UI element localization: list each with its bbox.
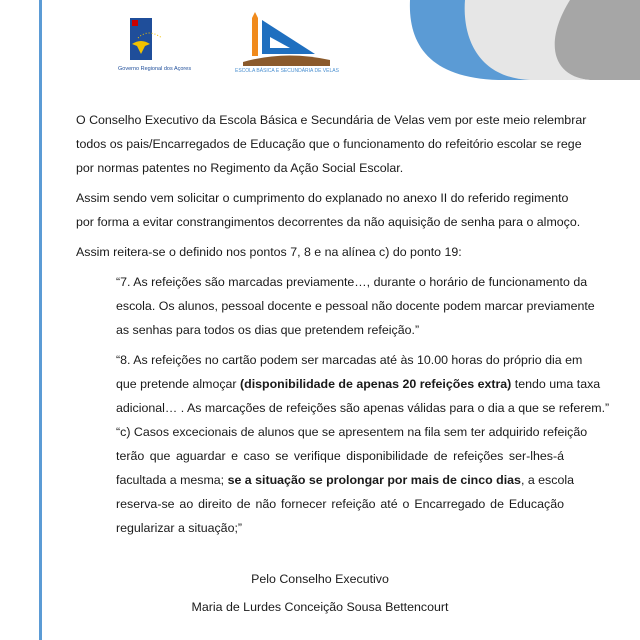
header-wave-decoration xyxy=(400,0,640,85)
quoted-paragraph xyxy=(76,420,588,540)
text: terão que aguardar e caso se verifique disponibilidade de refeições ser-lhes-á xyxy=(116,449,564,463)
text: todos os pais/Encarregados de Educação que o funcionamento do refeitório escolar se rege xyxy=(76,137,582,151)
text-line xyxy=(76,210,581,234)
text: “8. As refeições no cartão podem ser marcadas até às 10.00 horas do próprio dia em xyxy=(116,353,583,367)
text: “7. As refeições são marcadas previamente…, durante o horário de funcionamento da xyxy=(116,275,588,289)
text: adicional… . As marcações de refeições são apenas válidas para o dia a que se referem.” xyxy=(116,401,610,415)
bold-text: se a situação se prolongar por mais de cinco dias xyxy=(227,473,521,487)
text: tendo uma taxa xyxy=(511,377,601,391)
text: reserva-se ao direito de não fornecer refeição até o Encarregado de Educação xyxy=(116,497,564,511)
text: por forma a evitar constrangimentos decorrentes da não aquisição de senha para o almoço. xyxy=(76,215,581,229)
text-line xyxy=(116,516,564,540)
text: Assim sendo vem solicitar o cumprimento do explanado no anexo II do referido regimento xyxy=(76,191,569,205)
bold-text: (disponibilidade de apenas 20 refeições extra) xyxy=(240,377,512,391)
text-line xyxy=(116,318,564,342)
signature-name: Maria de Lurdes Conceição Sousa Bettencourt xyxy=(191,600,449,614)
text: por normas patentes no Regimento da Ação Social Escolar. xyxy=(76,161,404,175)
text-line xyxy=(116,348,583,372)
text-line xyxy=(76,240,564,264)
text-line xyxy=(76,108,587,132)
text: que pretende almoçar xyxy=(116,377,240,391)
governo-regional-logo xyxy=(118,14,218,74)
escola-logo xyxy=(235,10,345,76)
paragraph xyxy=(76,186,581,234)
text-line xyxy=(116,444,564,468)
text-line xyxy=(76,186,569,210)
text-line xyxy=(116,420,588,444)
signature-title: Pelo Conselho Executivo xyxy=(251,572,389,586)
text: O Conselho Executivo da Escola Básica e Secundária de Velas vem por este meio relembrar xyxy=(76,113,587,127)
text-line xyxy=(116,270,588,294)
text: facultada a mesma; xyxy=(116,473,228,487)
text-line xyxy=(76,132,582,156)
text: as senhas para todos os dias que pretendem refeição.” xyxy=(116,323,420,337)
page-left-border xyxy=(39,0,42,640)
text-line xyxy=(116,492,564,516)
text: “c) Casos excecionais de alunos que se apresentem na fila sem ter adquirido refeição xyxy=(116,425,588,439)
quoted-paragraph xyxy=(76,270,595,342)
logo-right-caption: ESCOLA BÁSICA E SECUNDÁRIA DE VELAS xyxy=(235,68,339,74)
text: regularizar a situação;” xyxy=(116,521,243,535)
letter-body xyxy=(76,108,610,540)
text: Assim reitera-se o definido nos pontos 7, 8 e na alínea c) do ponto 19: xyxy=(76,245,462,259)
text: escola. Os alunos, pessoal docente e pessoal não docente podem marcar previamente xyxy=(116,299,595,313)
paragraph xyxy=(76,108,587,180)
text: , a escola xyxy=(520,473,574,487)
text-line xyxy=(116,396,610,420)
text-line xyxy=(116,372,601,396)
text-line xyxy=(116,468,574,492)
logo-left-caption: Governo Regional dos Açores xyxy=(118,66,192,72)
text-line xyxy=(76,156,564,180)
quoted-paragraph xyxy=(76,348,610,420)
text-line xyxy=(116,294,595,318)
paragraph xyxy=(76,240,564,264)
